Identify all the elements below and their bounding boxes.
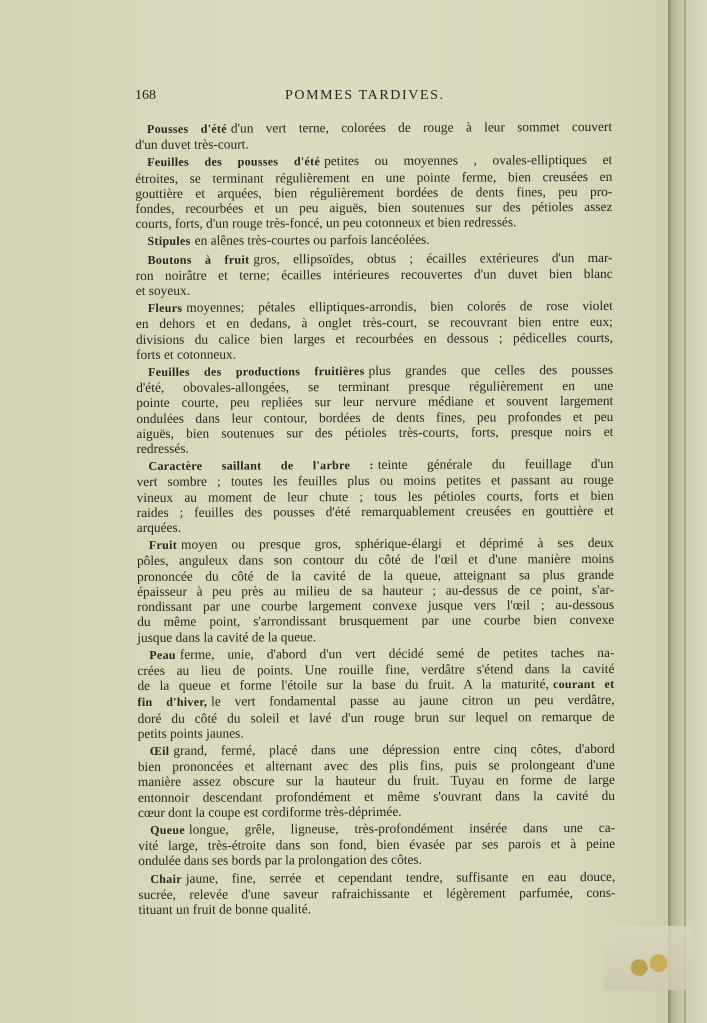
paragraph-term: Fleurs [147, 301, 183, 316]
inline-bold-term: courant et [552, 677, 615, 692]
text-line [137, 612, 614, 629]
line-text: bien prononcées et alternant avec des plis fins, puis se prolongeant d'une [137, 757, 615, 775]
line-text: moyen ou presque gros, sphérique-élargi et déprimé à ses deux [180, 535, 614, 553]
paragraph [136, 250, 613, 299]
line-text: jusque dans la cavité de la queue. [137, 628, 317, 645]
line-text: manière assez obscure sur la hauteur du fruit. Tuyau en forme de large [137, 772, 615, 790]
line-text: cœur dont la coupe est cordiforme très-déprimée. [137, 803, 402, 820]
line-text: petites ou moyennes , ovales-elliptiques et [324, 152, 613, 169]
text-line [136, 424, 613, 441]
line-text: vineux au moment de leur chute ; tous les pétioles courts, forts et bien [136, 487, 614, 505]
text-line [138, 803, 615, 820]
line-text: étroites, se terminant régulièrement en une pointe ferme, bien creusées en [135, 168, 613, 186]
paragraph [137, 645, 614, 741]
line-text: pointe courte, peu repliées sur leur nervure médiane et souvent largement [136, 393, 614, 411]
line-text: épaisseur à peu près au milieu de sa hauteur ; au-dessus de ce point, s'ar- [137, 581, 615, 599]
line-text: ondulées dans leur contour, bordées de dents fines, peu profondes et peu [136, 408, 614, 426]
line-text: vité large, très-étroite dans son fond, bien évasée par ses parois et à peine [138, 836, 616, 854]
paragraph-term: Feuilles des pousses d'été [147, 154, 321, 170]
line-text: en alênes très-courtes ou parfois lancéolées. [194, 232, 430, 249]
text-line [135, 214, 612, 231]
line-text: de la queue et forme l'étoile sur la base du fruit. A la maturité, [137, 676, 549, 694]
line-text: jaune, fine, serrée et cependant tendre, suffisante en eau douce, [185, 868, 616, 886]
page-body [135, 117, 615, 917]
line-text: raides ; feuilles des pousses d'été remarquablement creusées en gouttière et [136, 502, 614, 520]
text-line [135, 231, 612, 249]
paragraph [138, 820, 615, 869]
line-text: vert sombre ; toutes les feuilles plus ou moins petites et passant au rouge [136, 472, 614, 490]
text-line [138, 787, 615, 804]
text-line [138, 836, 615, 853]
line-text: d'un duvet très-court. [135, 136, 249, 153]
line-text: d'été, obovales-allongées, se terminant presque régulièrement en une [136, 378, 614, 396]
text-line [135, 135, 612, 152]
paragraph-term: Boutons à fruit [147, 252, 250, 267]
page-edge [668, 0, 707, 1023]
running-title: POMMES TARDIVES. [285, 88, 445, 103]
text-line [136, 345, 613, 362]
paragraph [137, 535, 614, 645]
text-line [137, 518, 614, 535]
line-text: prononcée du côté de la cavité de la queue, atteignant sa plus grande [136, 566, 615, 584]
line-text: le vert fondamental passe au jaune citron un peu verdâtre, [211, 692, 615, 709]
text-line [138, 724, 615, 741]
line-text: gouttière et arquées, bien régulièrement bordées de dents fines, peu pro- [135, 183, 613, 201]
page-edge-line [684, 0, 686, 1023]
line-text: entonnoir descendant profondément et même s'ouvrant dans la cavité du [137, 787, 615, 805]
text-line [138, 900, 615, 917]
line-text: grand, fermé, placé dans une dépression entre cinq côtes, d'abord [173, 740, 615, 758]
text-line [138, 851, 615, 868]
paragraph [136, 456, 613, 535]
paragraph [135, 231, 612, 249]
line-text: ron noirâtre et terne; écailles intérieures recouvertes d'un duvet bien blanc [135, 265, 613, 283]
line-text: d'un vert terne, colorées de rouge à leur sommet couvert [230, 118, 613, 136]
text-line [137, 627, 614, 644]
line-text: tituant un fruit de bonne qualité. [138, 901, 312, 917]
paragraph-term: Queue [150, 822, 185, 837]
paragraph-term: Caractère saillant de l'arbre : [148, 458, 374, 474]
text-line [136, 439, 613, 456]
text-line [137, 503, 614, 520]
paragraph-term: Chair [150, 871, 182, 886]
line-text: courts, forts, d'un rouge très-foncé, un peu cotonneux et bien redressés. [135, 214, 517, 232]
paragraph-term: Stipules [147, 234, 191, 249]
paragraph [136, 362, 613, 456]
line-text: doré du côté du soleil et lavé d'un rouge brun sur lequel on remarque de [137, 708, 615, 726]
page-header [135, 88, 615, 108]
text-line [138, 708, 615, 725]
paragraph [135, 119, 612, 152]
line-text: pôles, anguleux dans son contour du côté de l'œil et d'une manière moins [136, 551, 614, 569]
paragraph-term: Pousses d'été [147, 121, 227, 136]
line-text: divisions du calice bien larges et recourbées en dessous ; pédicelles courts, [135, 329, 613, 347]
paragraph-term: Peau [149, 647, 176, 662]
paragraph [138, 741, 615, 820]
text-line [136, 281, 613, 298]
line-text: et soyeux. [135, 282, 191, 299]
text-line [138, 885, 615, 902]
paragraph-term: Feuilles des productions fruitières [148, 364, 365, 379]
text-line [135, 119, 612, 137]
line-text: redressés. [136, 440, 189, 457]
line-text: crées au lieu de points. Une rouille fine, verdâtre s'étend dans la cavité [137, 660, 615, 678]
line-text: gros, ellipsoïdes, obtus ; écailles extérieures d'un mar- [253, 249, 613, 267]
text-line [135, 199, 612, 216]
line-text: longue, grêle, ligneuse, très-profondément insérée dans une ca- [188, 819, 616, 837]
line-text: plus grandes que celles des pousses [368, 361, 614, 379]
line-text: ferme, unie, d'abord d'un vert décidé semé de petites taches na- [179, 644, 615, 662]
line-text: forts et cotonneux. [135, 346, 237, 362]
line-text: sucrée, relevée d'une saveur rafraichissante et légèrement parfumée, cons- [138, 884, 616, 902]
line-text: ondulée dans ses bords par la prolongation des côtes. [138, 852, 423, 869]
corner-thumbnail-image [604, 926, 692, 990]
paragraph [138, 868, 615, 917]
page-number: 168 [135, 88, 156, 103]
line-text: en dehors et en dedans, à onglet très-court, se recouvrant bien entre eux; [135, 314, 613, 332]
line-text: du même point, s'arrondissant brusquement par une courbe bien convexe [137, 612, 615, 630]
paragraph-term: Œil [149, 743, 170, 758]
inline-bold-term: fin d'hiver, [137, 695, 208, 710]
line-text: petits points jaunes. [137, 725, 244, 741]
line-text: fondes, recourbées et un peu aiguës, bien soutenues sur des pétioles assez [135, 198, 613, 217]
paragraph [136, 298, 613, 362]
paragraph [135, 152, 612, 231]
line-text: arquées. [136, 519, 182, 536]
line-text: rondissant par une courbe largement convexe jusque vers l'œil ; au-dessous [137, 597, 615, 615]
line-text: moyennes; pétales elliptiques-arrondis, bien colorés de rose violet [186, 298, 613, 316]
text-line [136, 330, 613, 347]
line-text: teinte générale du feuillage d'un [377, 456, 614, 473]
text-line [136, 266, 613, 283]
line-text: aiguës, bien soutenues sur des pétioles très-courts, forts, presque noirs et [136, 423, 614, 441]
paragraph-term: Fruit [148, 538, 178, 553]
